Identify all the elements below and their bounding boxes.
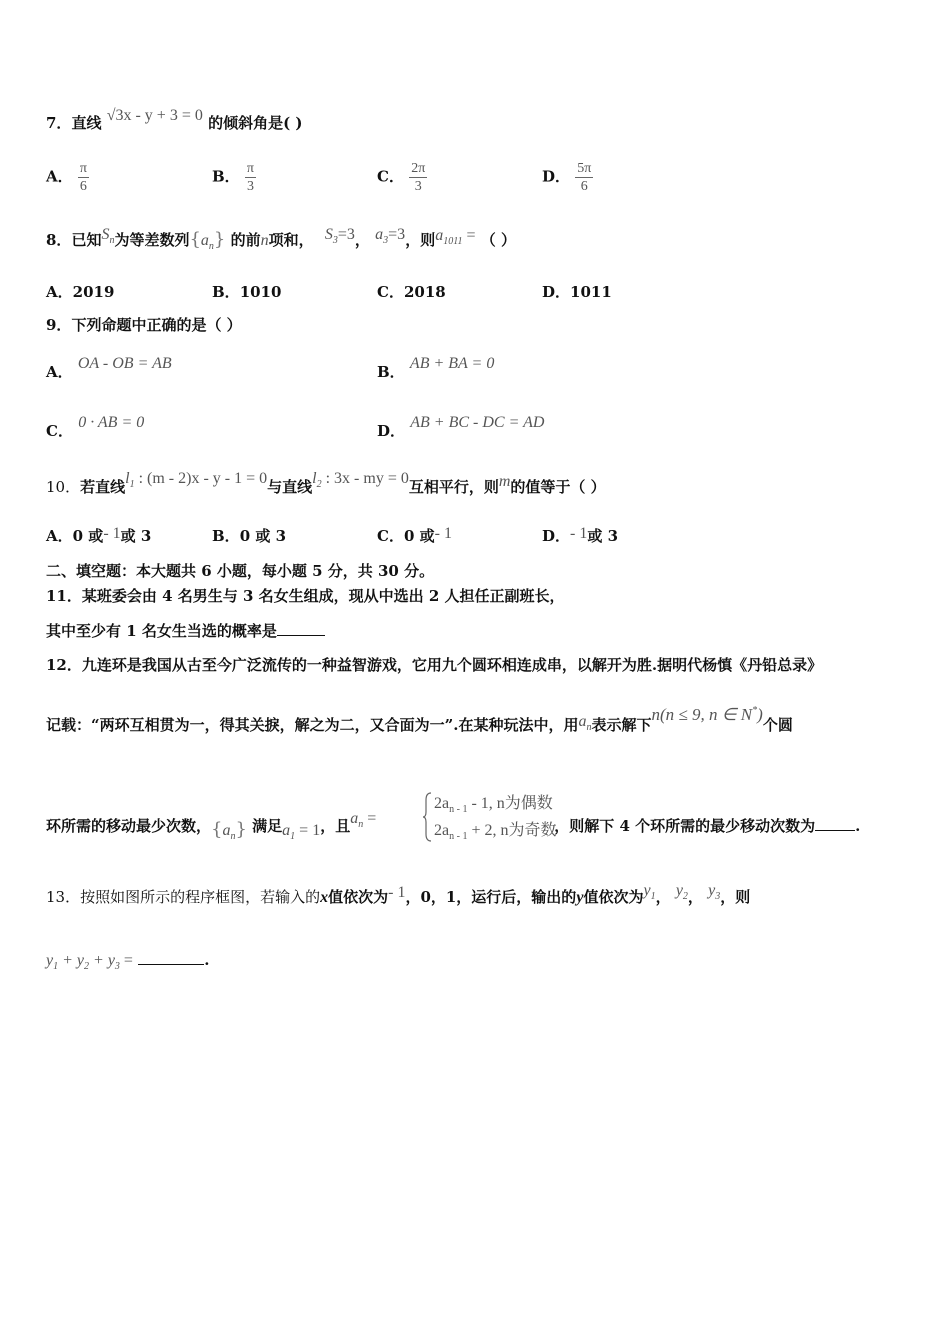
q12-line-2: 记载：“两环互相贯为一，得其关捩，解之为二，又合面为一”.在某种玩法中，用$a_n$表示解下n(n ≤ 9, n ∈ N*)个圆 <box>46 705 793 734</box>
q13-stem: 13．按照如图所示的程序框图，若输入的x值依次为- 1，0，1，运行后，输出的y值依次为$y_1$， $y_2$， $y_3$，则 <box>46 882 751 906</box>
q12-answer-blank <box>815 816 855 831</box>
q9-option-d: D． AB + BC - DC = AD <box>377 414 545 440</box>
q10-option-b: B．0 或 3 <box>212 527 287 545</box>
q13-answer-blank <box>138 950 204 965</box>
q10-option-d: D．- 1或 3 <box>542 525 619 545</box>
q11-line-1: 11．某班委会由 4 名男生与 3 名女生组成，现从中选出 2 人担任正副班长， <box>46 587 565 605</box>
q7-stem: 7．直线 √3x - y + 3 = 0 的倾斜角是( ) <box>46 107 303 132</box>
q9-option-a: A． OA - OB = AB <box>46 355 172 381</box>
q7-option-c: C． $\frac{2\pi}{3}$ <box>377 161 426 194</box>
q7-option-a-fraction: $\frac{\pi}{6}$ <box>79 161 87 194</box>
q8-option-d: D．1011 <box>542 283 612 301</box>
q8-stem: 8．已知$S_n$为等差数列$\{a_n\}$ 的前n项和， $S_3=3$， $a_3=3$，则$a_{1011}$ = （ ） <box>46 226 516 252</box>
q9-option-b: B． AB + BA = 0 <box>377 355 495 381</box>
q7-option-b: B． $\frac{\pi}{3}$ <box>212 161 254 194</box>
q10-option-a: A．0 或- 1或 3 <box>46 525 152 545</box>
q12-case-odd: $2a_{n - 1} + 2$, n为奇数 <box>434 822 557 842</box>
q12-case-even: $2a_{n - 1} - 1$, n为偶数 <box>434 795 553 815</box>
q7-equation: √3x - y + 3 = 0 <box>106 107 203 124</box>
q8-option-a: A．2019 <box>46 283 115 301</box>
q10-option-c: C．0 或- 1 <box>377 525 452 545</box>
q7-option-a: A． $\frac{\pi}{6}$ <box>46 161 87 194</box>
q7-option-c-fraction: $\frac{2\pi}{3}$ <box>411 161 426 194</box>
q12-piecewise-brace <box>422 792 432 842</box>
q12-line-3: 环所需的移动最少次数，$\{a_n\}$ 满足$a_1 = 1$，且$a_n$ = ，则解下 4 个环所需的最少移动次数为 . <box>46 810 861 842</box>
q8-option-b: B．1010 <box>212 283 282 301</box>
q7-option-d: D． $\frac{5\pi}{6}$ <box>542 161 592 194</box>
q9-option-c: C． 0 · AB = 0 <box>46 414 145 440</box>
q9-stem: 9．下列命题中正确的是（ ） <box>46 316 242 334</box>
q8-option-c: C．2018 <box>377 283 446 301</box>
q12-line-1: 12．九连环是我国从古至今广泛流传的一种益智游戏，它用九个圆环相连成串，以解开为胜.据明代杨慎《丹铅总录》 <box>46 656 823 674</box>
q13-sum-line: $y_1 + y_2 + y_3$ = . <box>46 951 210 972</box>
q11-answer-blank <box>277 621 325 636</box>
q10-stem: 10．若直线$l_1$ : (m - 2)x - y - 1 = 0与直线$l_2$ : 3x - my = 0互相平行，则m的值等于（ ） <box>46 470 606 496</box>
q7-option-b-fraction: $\frac{\pi}{3}$ <box>246 161 254 194</box>
section-2-heading: 二、填空题：本大题共 6 小题，每小题 5 分，共 30 分。 <box>46 562 435 580</box>
q7-option-d-fraction: $\frac{5\pi}{6}$ <box>577 161 592 194</box>
q11-line-2: 其中至少有 1 名女生当选的概率是 <box>46 620 325 641</box>
